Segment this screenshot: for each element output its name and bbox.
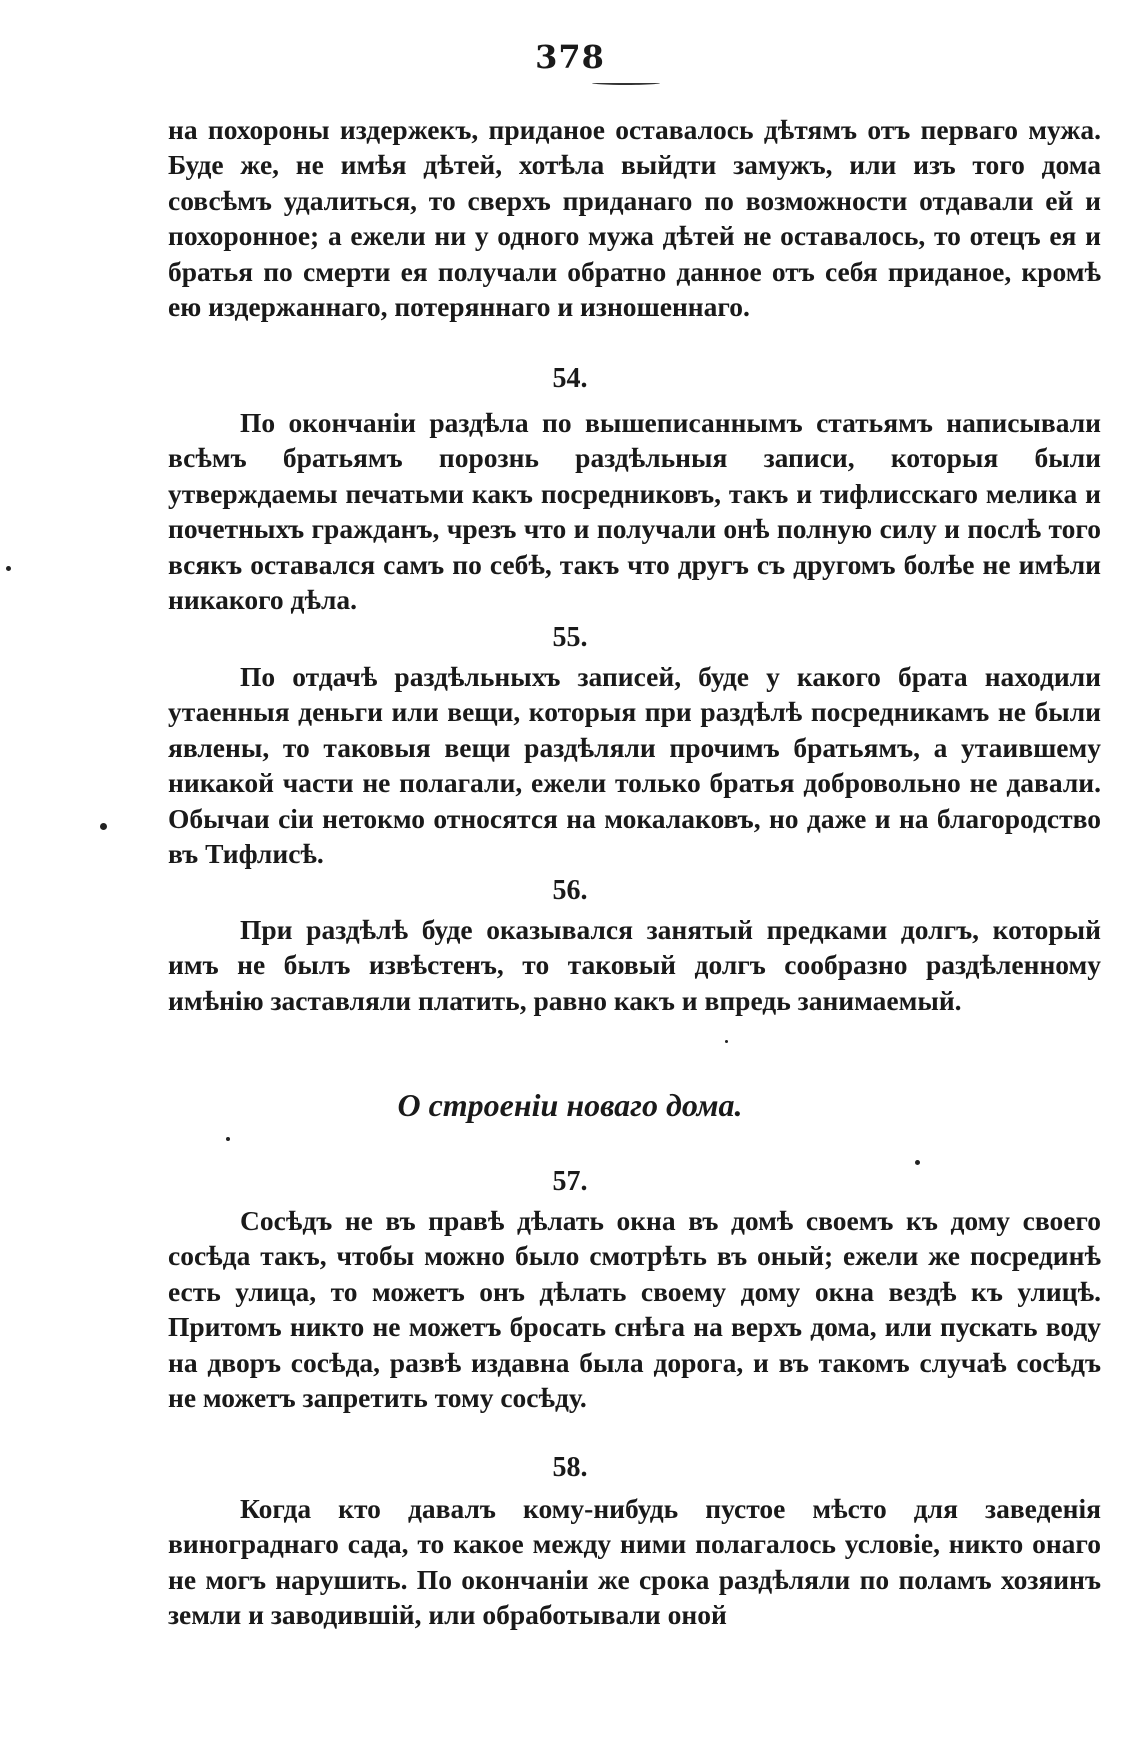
paragraph-57: Сосѣдъ не въ правѣ дѣлать окна въ домѣ своемъ къ дому своего сосѣда такъ, чтобы можно было смотрѣть въ оный; ежели же посрединѣ есть улица, то можетъ онъ дѣлать своему дому окна вездѣ къ улицѣ. Притомъ никто не можетъ бросать снѣга на верхъ дома, или пускать воду на дворъ сосѣда, развѣ издавна была дорога, и въ такомъ случаѣ сосѣдъ не можетъ запретить тому сосѣду. — [168, 1205, 1101, 1414]
article-number-55: 55. — [552, 622, 588, 653]
ink-speck — [725, 1040, 728, 1043]
ink-speck — [226, 1137, 230, 1141]
paragraph-56: При раздѣлѣ буде оказывался занятый предками долгъ, который имъ не былъ извѣстенъ, то таковый долгъ сообразно раздѣленному имѣнію заставляли платить, равно какъ и впредь занимаемый. — [168, 914, 1101, 1016]
ink-speck — [915, 1160, 920, 1165]
paragraph-58: Когда кто давалъ кому-нибудь пустое мѣсто для заведенія винограднаго сада, то какое между ними полагалось условіе, никто онаго не могъ нарушить. По окончаніи же срока раздѣляли по поламъ хозяинъ земли и заводившій, или обработывали оной — [168, 1493, 1101, 1631]
paragraph-intro: на похороны издержекъ, приданое оставалось дѣтямъ отъ перваго мужа. Буде же, не имѣя дѣтей, хотѣла выйдти замужъ, или изъ того дома совсѣмъ удалиться, то сверхъ приданаго по возможности отдавали ей и похоронное; а ежели ни у одного мужа дѣтей не оставалось, то отецъ ея и братья по смерти ея получали обратно данное отъ себя приданое, кромѣ ею издержаннаго, потеряннаго и изношеннаго. — [168, 114, 1101, 323]
section-heading: О строеніи новаго дома. — [397, 1087, 743, 1123]
ink-speck — [100, 823, 107, 830]
article-number-57: 57. — [552, 1166, 588, 1197]
paragraph-55: По отдачѣ раздѣльныхъ записей, буде у какого брата находили утаенныя деньги или вещи, которыя при раздѣлѣ посредникамъ не были явлены, то таковыя вещи раздѣляли прочимъ братьямъ, а утаившему никакой части не полагали, ежели только братья добровольно не давали. Обычаи сіи нетокмо относятся на мокалаковъ, но даже и на благородство въ Тифлисѣ. — [168, 661, 1101, 870]
paragraph-54: По окончаніи раздѣла по вышеписаннымъ статьямъ написывали всѣмъ братьямъ порознь раздѣльныя записи, которыя были утверждаемы печатьми какъ посредниковъ, такъ и тифлисскаго мелика и почетныхъ гражданъ, чрезъ что и получали онѣ полную силу и послѣ того всякъ оставался самъ по себѣ, такъ что другъ съ другомъ болѣе не имѣли никакого дѣла. — [168, 407, 1101, 616]
article-number-58: 58. — [552, 1452, 588, 1483]
article-number-56: 56. — [552, 875, 588, 906]
ink-speck — [6, 566, 11, 571]
page-number-underline — [592, 81, 660, 85]
article-number-54: 54. — [552, 363, 588, 394]
page-number: 378 — [535, 38, 605, 76]
